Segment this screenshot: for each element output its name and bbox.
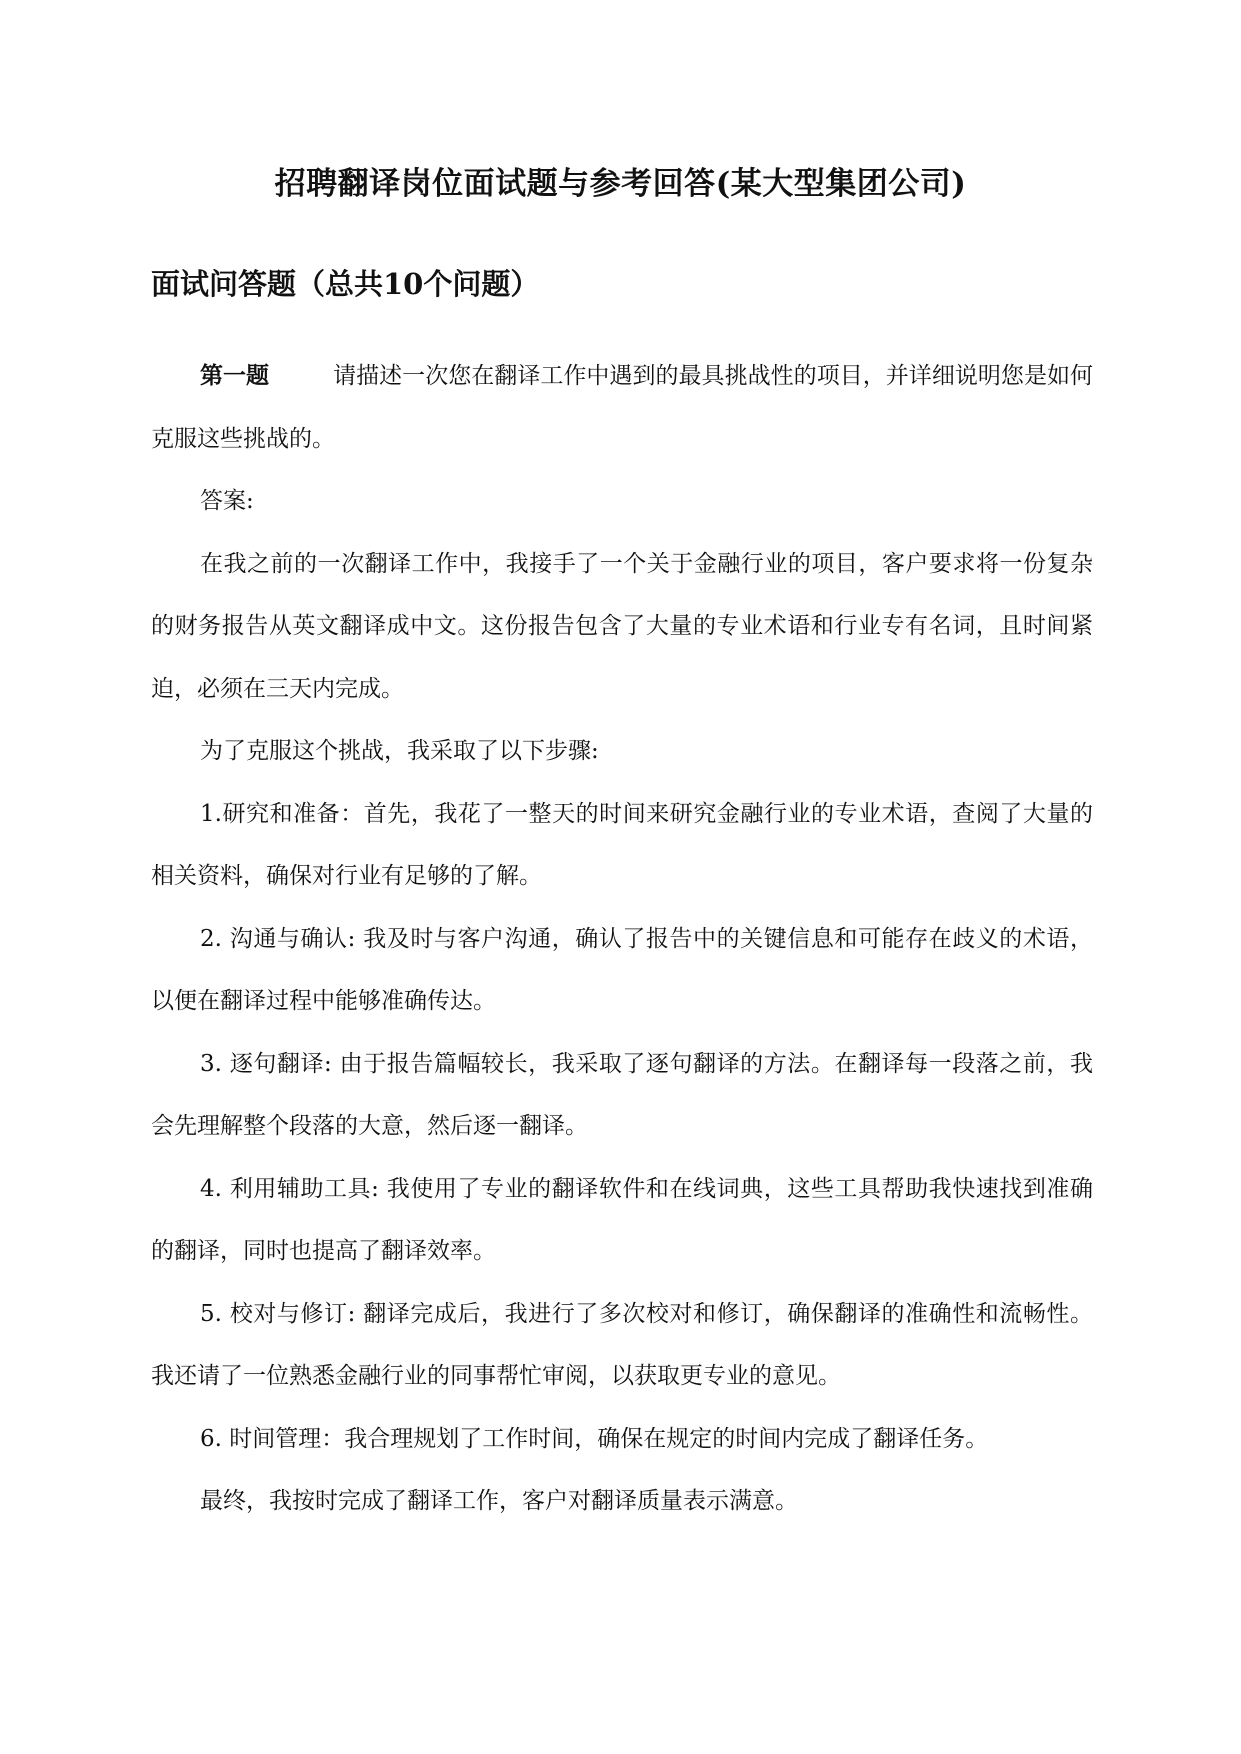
- answer-step-6: 6. 时间管理：我合理规划了工作时间，确保在规定的时间内完成了翻译任务。: [200, 1425, 989, 1452]
- answer-paragraph-intro: 在我之前的一次翻译工作中，我接手了一个关于金融行业的项目，客户要求将一份复杂的财务报告从英文翻译成中文。这份报告包含了大量的专业术语和行业专有名词，且时间紧迫，必须在三天内完成。: [151, 550, 1093, 702]
- answer-step-2: 2. 沟通与确认: 我及时与客户沟通，确认了报告中的关键信息和可能存在歧义的术语，以便在翻译过程中能够准确传达。: [151, 925, 1093, 1014]
- answer-step-3: 3. 逐句翻译: 由于报告篇幅较长，我采取了逐句翻译的方法。在翻译每一段落之前，我会先理解整个段落的大意，然后逐一翻译。: [151, 1050, 1093, 1139]
- question-text: 请描述一次您在翻译工作中遇到的最具挑战性的项目，并详细说明您是如何克服这些挑战的。: [151, 363, 1094, 452]
- question-label: 第一题: [200, 362, 270, 389]
- document-title: 招聘翻译岗位面试题与参考回答(某大型集团公司): [274, 166, 967, 202]
- answer-paragraph-steps-lead: 为了克服这个挑战，我采取了以下步骤:: [200, 738, 599, 764]
- answer-step-5: 5. 校对与修订: 翻译完成后，我进行了多次校对和修订，确保翻译的准确性和流畅性。我还请了一位熟悉金融行业的同事帮忙审阅，以获取更专业的意见。: [151, 1300, 1093, 1389]
- section-heading: 面试问答题（总共10个问题）: [151, 267, 540, 301]
- document-body: [151, 345, 1093, 1533]
- answer-step-4: 4. 利用辅助工具: 我使用了专业的翻译软件和在线词典，这些工具帮助我快速找到准确的翻译，同时也提高了翻译效率。: [151, 1175, 1093, 1264]
- question-paragraph: [151, 345, 1093, 470]
- answer-label: 答案:: [200, 488, 254, 514]
- answer-step-1: 1.研究和准备：首先，我花了一整天的时间来研究金融行业的专业术语，查阅了大量的相关资料，确保对行业有足够的了解。: [151, 800, 1093, 889]
- answer-conclusion: 最终，我按时完成了翻译工作，客户对翻译质量表示满意。: [200, 1488, 798, 1514]
